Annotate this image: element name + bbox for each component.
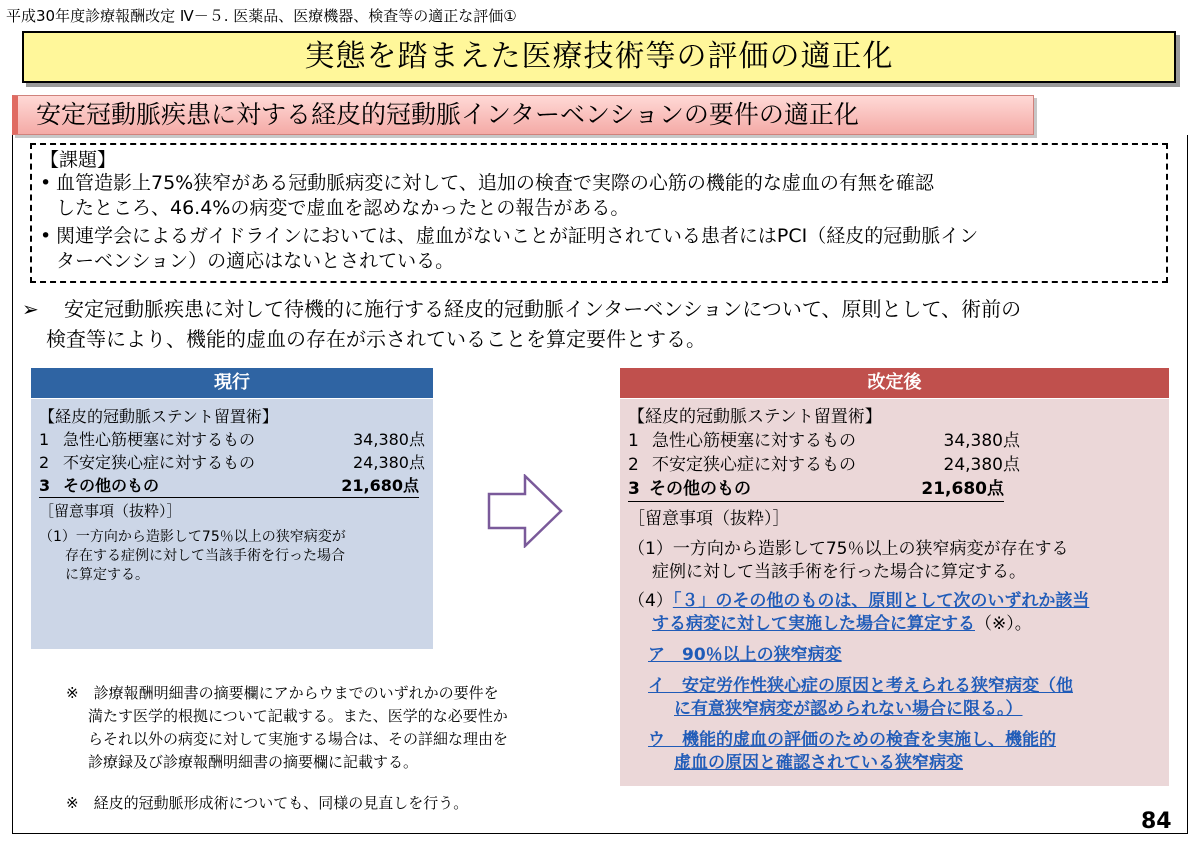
note-paragraph-new [628,590,1161,636]
bullet-icon: • [40,172,52,194]
footnote-text: らそれ以外の病変に対して実施する場合は、その詳細な理由を [88,730,509,748]
policy-line: 検査等により、機能的虚血の存在が示されていることを算定要件とする。 [46,327,706,351]
option-text: に有意狭窄病変が認められない場合に限る。） [674,699,1023,719]
note-text: 症例に対して当該手術を行った場合に算定する。 [652,562,1026,582]
note-text: 存在する症例に対して当該手術を行った場合 [65,548,345,564]
requirement-option [628,675,1161,721]
page-number: 84 [1141,809,1172,834]
option-text: ア 90％以上の狭窄病変 [648,645,842,665]
bullet-icon: • [40,225,52,247]
note-text: 一方向から造影して75％以上の狭窄病変が存在する [672,539,1069,559]
note-text: に算定する。 [65,567,149,583]
fee-points: 34,380点 [943,431,1020,451]
note-heading: ［留意事項（抜粋）］ [39,502,182,520]
fee-number: 2 [628,455,639,475]
revised-column [620,399,1169,786]
note-prefix: （1） [628,539,673,559]
note-paragraph [628,538,1161,584]
footnote-text: 満たす医学的根拠について記載する。また、医学的な必要性か [88,707,508,725]
fee-label: その他のもの [649,479,752,499]
new-requirement-text: する病変に対して実施した場合に算定する [652,614,975,634]
footnote-text: 診療録及び診療報酬明細書の摘要欄に記載する。 [88,753,419,771]
issue-item-line: 血管造影上75%狭窄がある冠動脈病変に対して、追加の検査で実際の心筋の機能的な虚血の有無を確認 [56,172,934,194]
current-column-header: 現行 [31,368,433,398]
requirement-option [628,729,1161,775]
note-prefix: （1） [39,529,76,545]
note-text: 一方向から造影して75％以上の狭窄病変が [75,529,346,545]
fee-number: 2 [39,453,50,472]
note-suffix: （※）。 [975,614,1032,634]
issue-box [30,143,1168,283]
fee-points: 24,380点 [353,453,425,472]
fee-points: 21,680点 [341,476,419,495]
fee-row [39,451,425,474]
note-prefix: （4） [628,591,673,611]
fee-number: 1 [39,430,50,449]
procedure-title: 【経皮的冠動脈ステント留置術】 [628,407,882,427]
breadcrumb: 平成30年度診療報酬改定 Ⅳ－５. 医薬品、医療機器、検査等の適正な評価① [6,7,517,25]
procedure-title: 【経皮的冠動脈ステント留置術】 [39,407,278,426]
fee-label: 急性心筋梗塞に対するもの [652,431,856,451]
issue-heading: 【課題】 [40,149,117,171]
footnote [66,682,508,774]
fee-points: 34,380点 [353,430,425,449]
footnote-text: ※ 診療報酬明細書の摘要欄にアからウまでのいずれかの要件を [66,684,499,702]
fee-points: 24,380点 [943,455,1020,475]
requirement-option [628,644,1161,667]
fee-label: 不安定狭心症に対するもの [63,453,256,472]
new-requirement-text: 「３」のその他のものは、原則として次のいずれか該当 [672,591,1090,611]
fee-row [39,428,425,451]
fee-points: 21,680点 [921,479,1004,499]
fee-list [628,429,1161,502]
current-column [31,399,433,649]
fee-row [628,429,1161,453]
note-heading: ［留意事項（抜粋）］ [628,509,790,529]
issue-item-line: ターベンション）の適応はないとされている。 [56,250,455,272]
policy-statement [22,294,1172,354]
option-text: ウ 機能的虚血の評価のための検査を実施し、機能的 [648,730,1056,750]
fee-label: その他のもの [63,476,160,495]
issue-item-line: したところ、46.4%の病変で虚血を認めなかったとの報告がある。 [56,197,630,219]
footnote: ※ 経皮的冠動脈形成術についても、同様の見直しを行う。 [66,794,469,812]
note-paragraph [39,528,425,585]
fee-label: 不安定狭心症に対するもの [652,455,856,475]
arrow-bullet-icon: ➢ [22,297,39,321]
fee-label: 急性心筋梗塞に対するもの [63,430,256,449]
fee-row [628,477,1004,502]
issue-item-line: 関連学会によるガイドラインにおいては、虚血がないことが証明されている患者にはPCI（経皮的冠動脈イン [56,225,979,247]
fee-row [39,474,419,498]
policy-line: 安定冠動脈疾患に対して待機的に施行する経皮的冠動脈インターベンションについて、原則として、術前の [64,297,1022,321]
fee-list [39,428,425,498]
fee-row [628,453,1161,477]
fee-number: 3 [39,476,51,495]
option-text: 虚血の原因と確認されている狭窄病変 [674,753,963,773]
page-title: 実態を踏まえた医療技術等の評価の適正化 [22,31,1176,83]
fee-number: 1 [628,431,639,451]
section-subtitle: 安定冠動脈疾患に対する経皮的冠動脈インターベンションの要件の適正化 [12,95,1034,135]
option-text: イ 安定労作性狭心症の原因と考えられる狭窄病変（他 [648,676,1073,696]
issue-item [40,224,1158,274]
fee-number: 3 [628,479,640,499]
issue-item [40,171,1158,221]
revised-column-header: 改定後 [620,368,1169,398]
right-arrow-outline-icon [487,474,563,548]
